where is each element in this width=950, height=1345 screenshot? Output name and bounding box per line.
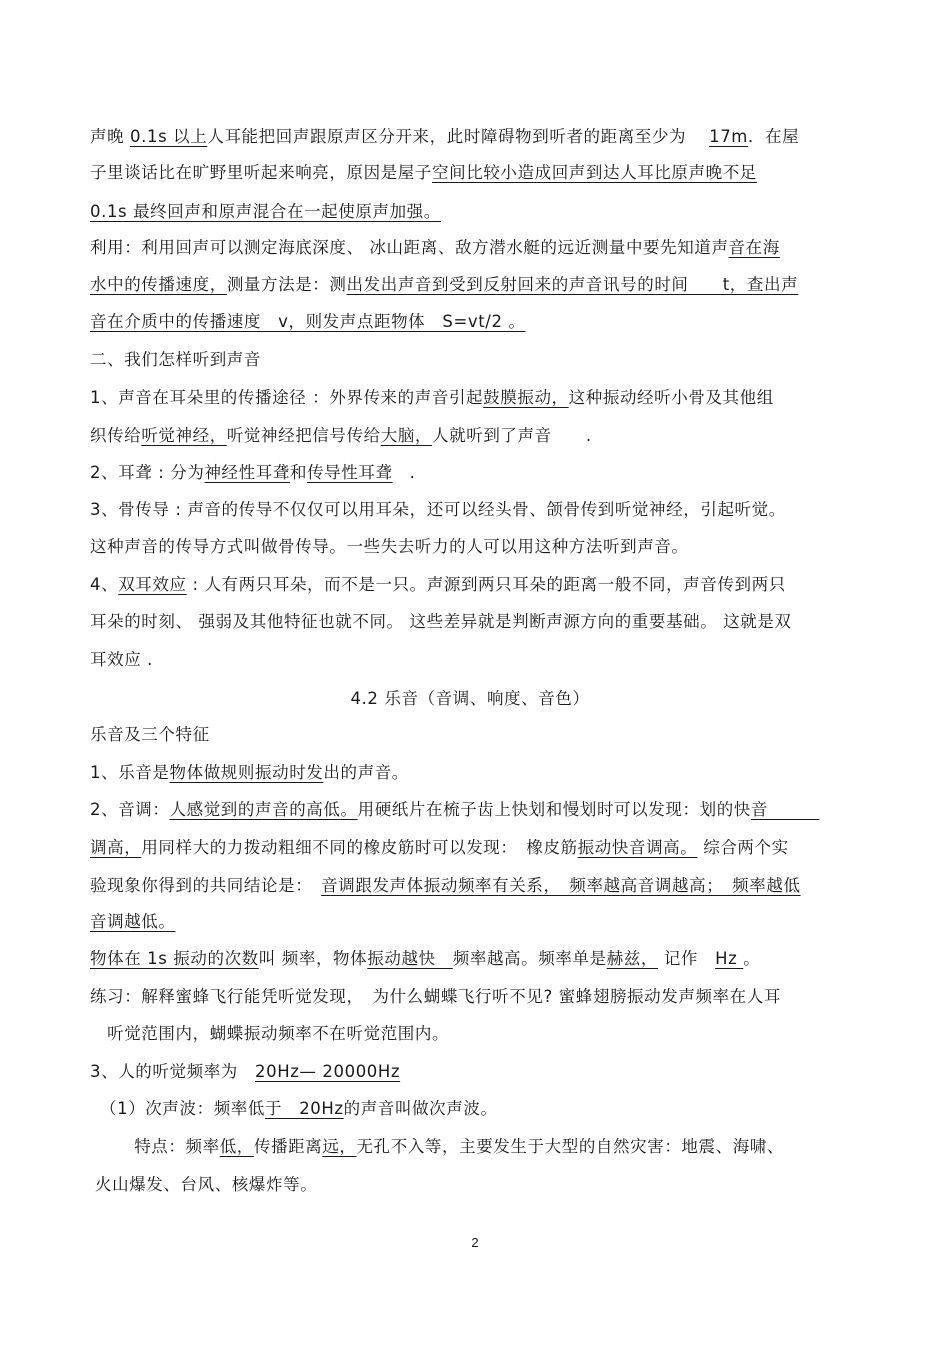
text-line (90, 946, 850, 972)
text-line (100, 1134, 860, 1160)
underlined-answer: 振动越快 (367, 949, 453, 968)
text-line (90, 160, 850, 186)
text-run: 子里谈话比在旷野里听起来响亮，原因是屋子 (90, 163, 432, 182)
text-run: 人耳能把回声跟原声区分开来，此时障碍物到听者的距离至少为 (207, 127, 710, 146)
text-line (90, 124, 850, 150)
underlined-answer: 0.1s 最终回声和原声混合在一起使原声加强。 (90, 202, 441, 221)
text-run: 1、乐音是 (90, 763, 170, 782)
text-run: 声晚 (90, 127, 131, 146)
text-line (90, 835, 850, 861)
text-run: 无孔不入等，主要发生于大型的自然灾害：地震、海啸、 (356, 1137, 785, 1156)
text-run: 3、骨传导 : 声音的传导不仅仅可以用耳朵，还可以经头骨、颌骨传到听觉神经，引起听觉。 (90, 500, 786, 519)
text-line (90, 797, 850, 823)
text-run: 综合两个实 (697, 838, 789, 857)
text-line (100, 1096, 860, 1122)
text-run: 传播距离 (253, 1137, 323, 1156)
text-run: 1、声音在耳朵里的传播途径 ：外界传来的声音引起 (90, 388, 484, 407)
text-run: （1）次声波：频率低 (100, 1099, 265, 1118)
underlined-answer: 17m (709, 127, 748, 146)
underlined-answer: 音调越低。 (90, 912, 176, 931)
underlined-answer: 神经性耳聋 (204, 463, 290, 482)
underlined-answer: 听觉神经， (141, 426, 227, 445)
text-line (95, 1172, 855, 1198)
text-run: 耳效应 . (90, 650, 153, 669)
text-run: 4、 (90, 575, 119, 594)
text-line (90, 609, 850, 635)
underlined-answer: Hz (715, 949, 744, 968)
text-line (90, 760, 850, 786)
text-run: 听觉范围内，蝴蝶振动频率不在听觉范围内。 (90, 1024, 450, 1043)
page-number: 2 (471, 1235, 479, 1250)
underlined-answer: 音在介质中的传播速度 v，则发声点距物体 S=vt/2 。 (90, 312, 526, 331)
underlined-answer: 传导性耳聋 (307, 463, 393, 482)
underlined-answer: 20Hz— 20000Hz (255, 1062, 401, 1081)
text-run: 用同样大的力拨动粗细不同的橡皮筋时可以发现： 橡皮筋 (141, 838, 578, 857)
text-line (90, 347, 850, 373)
text-line (90, 873, 850, 899)
text-run: 用硬纸片在梳子齿上快划和慢划时可以发现：划的快 (357, 800, 751, 819)
text-run: 二、我们怎样听到声音 (90, 350, 261, 369)
text-run: 人就听到了声音 . (432, 426, 592, 445)
text-run: 2、耳聋 : 分为 (90, 463, 205, 482)
text-run: 火山爆发、台风、核爆炸等。 (95, 1175, 318, 1194)
underlined-answer: 人感觉到的声音的高低。 (169, 800, 358, 819)
text-line (90, 984, 850, 1010)
underlined-answer: 物体在 1s 振动的次数 (90, 949, 259, 968)
text-line (90, 1021, 850, 1047)
text-run: 出的声音。 (323, 763, 409, 782)
underlined-answer: 出发出声音到受到反射回来的声音讯号的时间 t，查出声 (346, 275, 799, 294)
underlined-answer: 音 (750, 800, 820, 819)
text-run: ．在屋 (747, 127, 800, 146)
text-run: 叫 频率，物体 (258, 949, 368, 968)
text-run: 测量方法是：测 (226, 275, 347, 294)
text-run: 的声音叫做次声波。 (343, 1099, 498, 1118)
underlined-answer: 空间比较小造成回声到达人耳比原声晚不足 (432, 163, 757, 182)
text-line (90, 572, 850, 598)
text-run: 耳朵的时刻、 强弱及其他特征也就不同。 这些差异就是判断声源方向的重要基础。 这就是双 (90, 612, 792, 631)
underlined-answer: 大脑， (380, 426, 433, 445)
text-line (90, 199, 850, 225)
underlined-answer: 于 20Hz (265, 1099, 344, 1118)
underlined-answer: 水中的传播速度， (90, 275, 227, 294)
text-run: : 人有两只耳朵，而不是一只。声源到两只耳朵的距离一般不同，声音传到两只 (186, 575, 786, 594)
text-line (90, 385, 850, 411)
underlined-answer: 物体做规则振动时发 (169, 763, 324, 782)
text-run: 练习：解释蜜蜂飞行能凭听觉发现， 为什么蝴蝶飞行听不见? 蜜蜂翅膀振动发声频率在人耳 (90, 987, 781, 1006)
underlined-answer: 音调跟发声体振动频率有关系， 频率越高音调越高； 频率越低 (321, 876, 801, 895)
text-run: 利用：利用回声可以测定海底深度、 冰山距离、敌方潜水艇的远近测量中要先知道声 (90, 238, 729, 257)
text-run: 2、音调： (90, 800, 170, 819)
text-run: 频率越高。频率单是 (452, 949, 607, 968)
underlined-answer: 低， (219, 1137, 254, 1156)
text-line (90, 235, 850, 261)
text-line (90, 272, 850, 298)
text-run: 4.2 乐音（音调、响度、音色） (350, 689, 590, 708)
underlined-answer: 音在海 (728, 238, 780, 257)
text-run: 乐音及三个特征 (90, 725, 210, 744)
text-run: 验现象你得到的共同结论是： (90, 876, 322, 895)
text-line (90, 722, 850, 748)
text-run: 听觉神经把信号传给 (226, 426, 381, 445)
text-run: 。 (743, 949, 761, 968)
text-run: 特点：频率 (100, 1137, 220, 1156)
text-run: 这种振动经听小骨及其他组 (568, 388, 774, 407)
underlined-answer: 鼓膜振动， (483, 388, 569, 407)
text-line (90, 909, 850, 935)
text-line (90, 423, 850, 449)
text-line (90, 460, 850, 486)
underlined-answer: 赫兹， (606, 949, 658, 968)
underlined-answer: 远， (322, 1137, 357, 1156)
text-run: 这种声音的传导方式叫做骨传导。一些失去听力的人可以用这种方法听到声音。 (90, 537, 689, 556)
text-run: 织传给 (90, 426, 142, 445)
text-run: 3、人的听觉频率为 (90, 1062, 255, 1081)
underlined-answer: 双耳效应 (118, 575, 187, 594)
text-run: . (392, 463, 416, 482)
underlined-answer: 0.1s 以上 (130, 127, 208, 146)
text-line (90, 497, 850, 523)
text-line (90, 534, 850, 560)
text-run: 和 (289, 463, 308, 482)
text-run: 记作 (657, 949, 716, 968)
text-line (90, 309, 850, 335)
underlined-answer: 调高， (90, 838, 142, 857)
underlined-answer: 振动快音调高。 (577, 838, 698, 857)
text-line (90, 1059, 850, 1085)
section-heading (90, 686, 850, 712)
text-line (90, 647, 850, 673)
